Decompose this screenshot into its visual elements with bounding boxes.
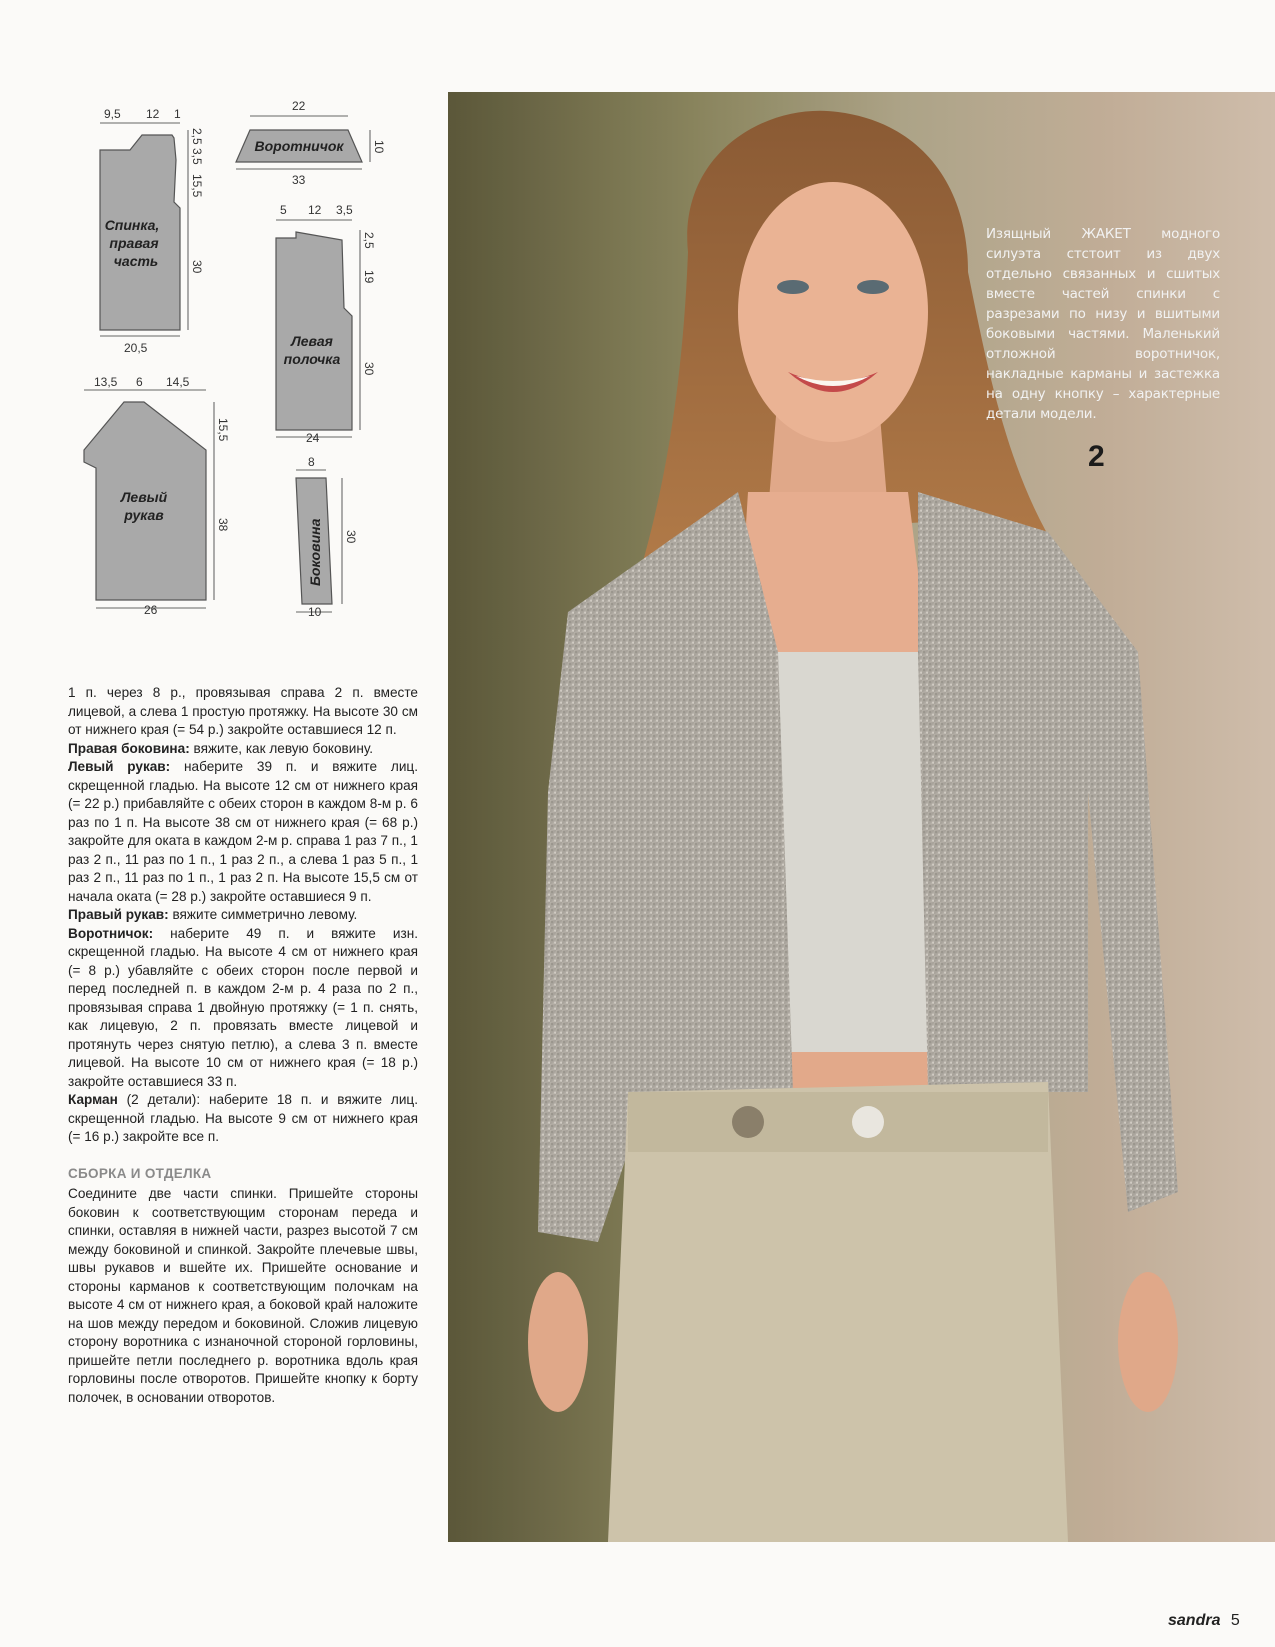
sleeve-right-dim-1: 15,5	[216, 418, 230, 442]
instr-para-6	[68, 1091, 418, 1147]
instr-text-right-sleeve: вяжите симметрично левому.	[168, 907, 358, 922]
instr-para-3	[68, 758, 418, 906]
magazine-brand: sandra	[1168, 1612, 1221, 1629]
side-right-dim: 30	[344, 530, 358, 544]
schematic-sleeve	[84, 375, 230, 617]
instr-para-4	[68, 906, 418, 925]
back-top-dim-1: 9,5	[104, 107, 121, 121]
back-top-dim-2: 12	[146, 107, 160, 121]
section-title-assembly: СБОРКА И ОТДЕЛКА	[68, 1165, 212, 1181]
collar-top-dim: 22	[292, 99, 306, 113]
front-right-dim-1: 2,5	[362, 232, 376, 249]
instr-text-right-side: вяжите, как левую боковину.	[189, 740, 374, 756]
instr-para-2	[68, 740, 418, 759]
instr-text-collar: наберите 49 п. и вяжите изн. скрещенной гладью. На высоте 4 см от нижнего края (= 8 р.) убавляйте с обеих сторон после первой и перед последней п. в каждом 2-м р. 4 раза по 2 п., провязывая справа 1 двойную протяжку (= 1 п. снять, как лицевую, 2 п. провязать вместе лицевой и протянуть через снятую петлю), а слева 3 п. вместе лицевой. На высоте 10 см от нижнего края (= 18 р.) закройте оставшиеся 33 п.	[68, 925, 418, 1089]
photo-caption: Изящный ЖАКЕТ модного силуэта стстоит из двух отдельно связанных и сшитых вместе частей спинки с разрезами по низу и вшитыми боковыми частями. Маленький отложной воротничок, накладные карманы и застежка на одну кнопку – характерные детали модели.	[986, 226, 1220, 422]
schematics-svg	[60, 90, 440, 650]
instr-title-pocket: Карман	[68, 1092, 118, 1107]
schematic-side	[296, 455, 358, 619]
back-label-3: часть	[113, 253, 159, 269]
front-label-1: Левая	[291, 333, 333, 349]
front-top-dim-2: 12	[308, 203, 322, 217]
instr-title-left-sleeve: Левый рукав:	[68, 759, 171, 774]
front-top-dim-1: 5	[280, 203, 287, 217]
sleeve-label-2: рукав	[124, 507, 164, 523]
back-label-2: правая	[109, 235, 159, 251]
collar-right-dim: 10	[372, 140, 386, 154]
side-label: Боковина	[307, 518, 323, 586]
model-number: 2	[1088, 440, 1105, 473]
collar-bottom-dim: 33	[292, 173, 306, 187]
schematic-left-front	[276, 203, 376, 445]
sleeve-top-dim-2: 6	[136, 375, 143, 389]
back-right-dim-4: 30	[190, 260, 204, 274]
front-bottom-dim: 24	[306, 431, 320, 445]
sleeve-top-dim-3: 14,5	[166, 375, 190, 389]
front-right-dim-3: 30	[362, 362, 376, 376]
side-top-dim: 8	[308, 455, 315, 469]
instr-para-1: 1 п. через 8 р., провязывая справа 2 п. вместе лицевой, а слева 1 простую протяжку. На высоте 30 см от нижнего края (= 54 р.) закройте оставшиеся 12 п.	[68, 685, 418, 737]
side-bottom-dim: 10	[308, 605, 322, 619]
back-right-dim-3: 15,5	[190, 174, 204, 198]
instr-title-right-sleeve: Правый рукав:	[68, 907, 169, 922]
sleeve-label-1: Левый	[120, 489, 168, 505]
instr-assembly: Соедините две части спинки. Пришейте стороны боковин к соответствующим сторонам переда и спинки, оставляя в нижней части, разрез высотой 7 см между боковиной и спинкой. Закройте плечевые швы, швы рукавов и вшейте их. Пришейте основание и стороны карманов к соответствующим полочкам на высоте 4 см от нижнего края, а боковой край наложите на шов между передом и боковиной. Сложив лицевую сторону воротника с изнаночной стороной горловины, пришейте петли последнего р. воротника вдоль края горловины после отворотов. Пришейте кнопку к борту полочек, в основании отворотов.	[68, 1186, 418, 1405]
instr-para-5	[68, 925, 418, 1092]
front-label-2: полочка	[283, 351, 341, 367]
sleeve-top-dim-1: 13,5	[94, 375, 118, 389]
back-right-dim-2: 3,5	[190, 148, 204, 165]
instr-text-pocket: (2 детали): наберите 18 п. и вяжите лиц. скрещенной гладью. На высоте 9 см от нижнего края (= 16 р.) закройте все п.	[68, 1092, 418, 1144]
back-bottom-dim: 20,5	[124, 341, 148, 355]
back-right-dim-1: 2,5	[190, 128, 204, 145]
knitting-instructions	[68, 684, 418, 1407]
knitting-schematics	[60, 90, 440, 650]
instr-text-left-sleeve: наберите 39 п. и вяжите лиц. скрещенной гладью. На высоте 12 см от нижнего края (= 22 р.) прибавляйте с обеих сторон в каждом 8-м р. 6 раз по 1 п. На высоте 38 см от нижнего края (= 68 р.) закройте для оката в каждом 2-м р. справа 1 раз 7 п., 1 раз 2 п., 11 раз по 1 п., 1 раз 2 п., а слева 1 раз 5 п., 1 раз 2 п., 11 раз по 1 п., 1 раз 2 п. На высоте 15,5 см от начала оката (= 28 р.) закройте оставшиеся 9 п.	[68, 759, 418, 904]
back-top-dim-3: 1	[174, 107, 181, 121]
sleeve-bottom-dim: 26	[144, 603, 158, 617]
front-right-dim-2: 19	[362, 270, 376, 284]
collar-label: Воротничок	[254, 138, 344, 154]
schematic-back-right	[100, 107, 204, 355]
sleeve-right-dim-2: 38	[216, 518, 230, 532]
back-label-1: Спинка,	[104, 217, 160, 233]
front-top-dim-3: 3,5	[336, 203, 353, 217]
page-number: 5	[1230, 1612, 1240, 1629]
page-footer	[1168, 1612, 1240, 1630]
schematic-collar	[236, 99, 386, 187]
instr-title-right-side: Правая боковина:	[68, 740, 190, 756]
instr-title-collar: Воротничок:	[68, 925, 154, 941]
